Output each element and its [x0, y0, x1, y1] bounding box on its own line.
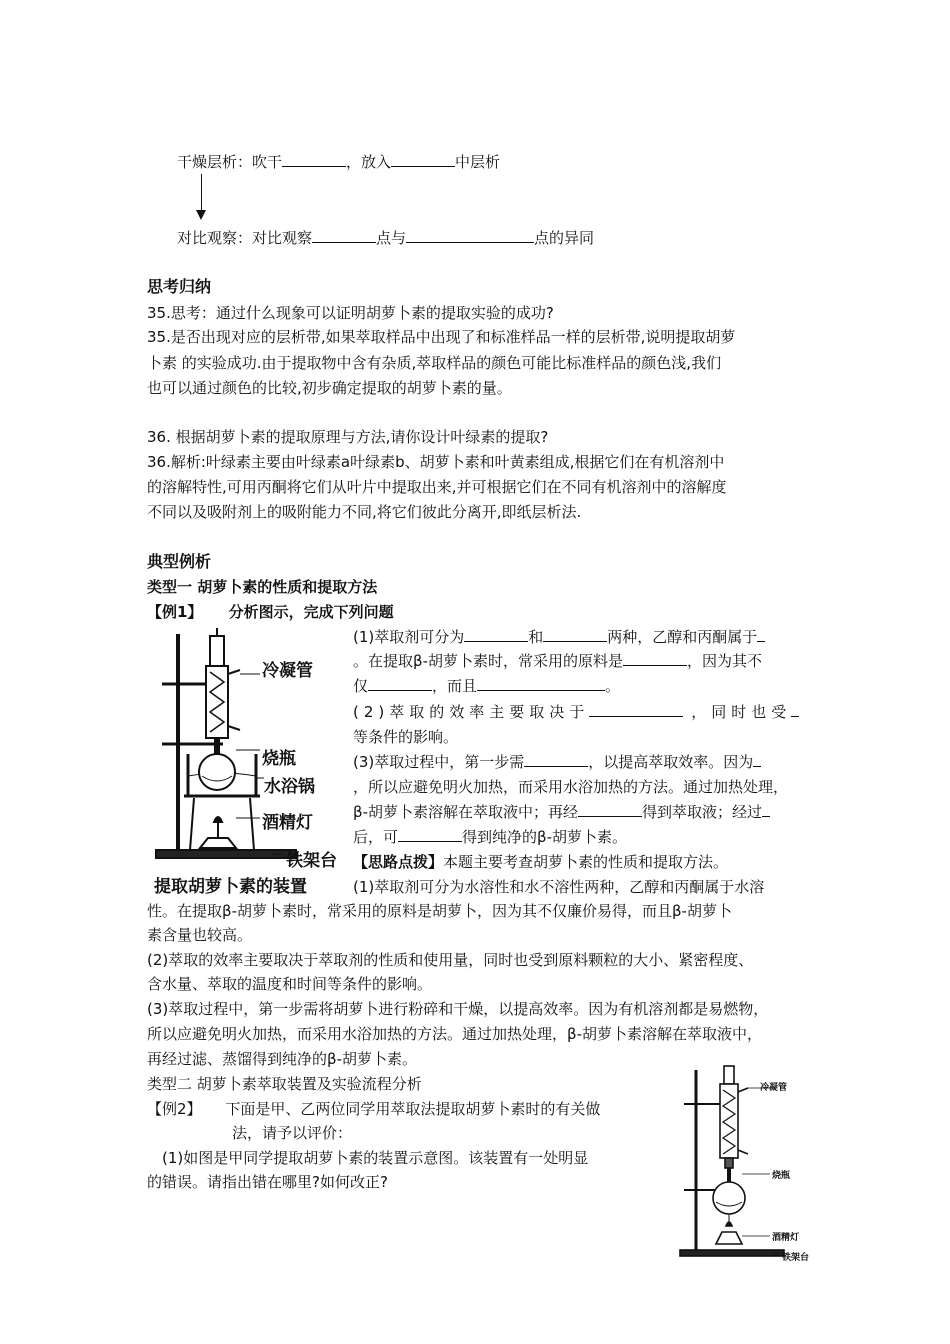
- q35: 35.思考：通过什么现象可以证明胡萝卜素的提取实验的成功?: [147, 304, 554, 322]
- figure1-label-condenser: 冷凝管: [262, 661, 313, 681]
- blank: [524, 752, 588, 767]
- blank: [477, 676, 605, 691]
- blank: [543, 627, 607, 642]
- figure1-label-stand: 铁架台: [286, 851, 337, 871]
- blank: [464, 627, 528, 642]
- blank: [398, 827, 462, 842]
- flow-step-1-b: ，放入: [346, 153, 392, 171]
- ex1-q3-line-1: (3)萃取过程中，第一步需 ，以提高萃取效率。因为: [353, 752, 761, 772]
- a36-line-1: 36.解析:叶绿素主要由叶绿素a叶绿素b、胡萝卜素和叶黄素组成,根据它们在有机溶剂中: [147, 453, 725, 471]
- flow-step-1-a: 干燥层析：吹干: [177, 153, 283, 171]
- flow-step-2-a: 对比观察：对比观察: [177, 229, 313, 247]
- blank: [757, 627, 765, 642]
- ex1-q2-line-1: (2)萃取的效率主要取决于 ，同时也受: [353, 702, 799, 722]
- figure1-label-flask: 烧瓶: [262, 749, 296, 769]
- example2-q1-line-2: 的错误。请指出错在哪里?如何改正?: [147, 1173, 388, 1191]
- figure2-label-condenser: 冷凝管: [760, 1083, 788, 1093]
- blank: [406, 228, 534, 243]
- section-title-think: 思考归纳: [147, 277, 212, 296]
- type2-heading: 类型二 胡萝卜素萃取装置及实验流程分析: [147, 1075, 422, 1093]
- answer2-line-1: (2)萃取的效率主要取决于萃取剂的性质和使用量，同时也受到原料颗粒的大小、紧密程度、: [147, 951, 754, 969]
- a36-line-3: 不同以及吸附剂上的吸附能力不同,将它们彼此分离开,即纸层析法.: [147, 503, 582, 521]
- answer1-line-1: (1)萃取剂可分为水溶性和水不溶性两种，乙醇和丙酮属于水溶: [353, 878, 765, 896]
- hint-tag: 【思路点拨】: [353, 853, 444, 871]
- a35-line-2: 卜素 的实验成功.由于提取物中含有杂质,萃取样品的颜色可能比标准样品的颜色浅,我们: [147, 354, 722, 372]
- figure2-label-stand: 铁架台: [782, 1253, 810, 1263]
- example1-tag: 【例1】: [147, 603, 203, 621]
- hint-line: [353, 852, 728, 872]
- answer1-line-3: 素含量也较高。: [147, 926, 253, 944]
- blank: [791, 702, 799, 717]
- figure1-caption: 提取胡萝卜素的装置: [154, 877, 307, 897]
- flow-step-2: [177, 228, 594, 248]
- flow-step-1: [177, 152, 500, 172]
- example2-title-2: 法，请予以评价：: [232, 1124, 353, 1142]
- apparatus-drawing-2: [676, 1064, 826, 1266]
- blank: [312, 228, 376, 243]
- blank: [578, 802, 642, 817]
- ex1-q3-line-4: 后，可 得到纯净的β-胡萝卜素。: [353, 828, 628, 846]
- flow-arrow-down-icon: [196, 210, 206, 220]
- a35-line-3: 也可以通过颜色的比较,初步确定提取的胡萝卜素的量。: [147, 379, 512, 397]
- flow-arrow-shaft: [201, 174, 202, 212]
- example1-title: 分析图示，完成下列问题: [228, 603, 394, 621]
- ex1-q1-line-2: 。在提取β-胡萝卜素时，常采用的原料是 ，因为其不: [353, 652, 763, 670]
- flow-step-2-c: 点的异同: [534, 229, 595, 247]
- ex1-q1-line-3: 仅 ，而且 。: [353, 677, 621, 695]
- a35-line-1: 35.是否出现对应的层析带,如果萃取样品中出现了和标准样品一样的层析带,说明提取胡萝: [147, 328, 736, 346]
- blank: [753, 752, 761, 767]
- figure2-label-flask: 烧瓶: [772, 1171, 791, 1181]
- figure-extraction-apparatus-2: [676, 1064, 826, 1266]
- blank: [282, 152, 346, 167]
- flow-step-2-b: 点与: [376, 229, 407, 247]
- hint-text: 本题主要考查胡萝卜素的性质和提取方法。: [443, 853, 729, 871]
- blank: [762, 802, 770, 817]
- blank: [623, 651, 687, 666]
- example2-title-1: 下面是甲、乙两位同学用萃取法提取胡萝卜素时的有关做: [225, 1100, 601, 1118]
- answer3-line-1: (3)萃取过程中，第一步需将胡萝卜进行粉碎和干燥，以提高效率。因为有机溶剂都是易燃物，: [147, 1000, 769, 1018]
- ex1-q3-line-2: ，所以应避免明火加热，而采用水浴加热的方法。通过加热处理，: [353, 778, 789, 796]
- ex1-q3-line-3: β-胡萝卜素溶解在萃取液中；再经 得到萃取液；经过: [353, 802, 770, 822]
- example2-heading: [147, 1099, 600, 1119]
- figure1-label-lamp: 酒精灯: [262, 813, 313, 833]
- section-title-examples: 典型例析: [147, 552, 212, 571]
- blank: [391, 152, 455, 167]
- flow-step-1-c: 中层析: [455, 153, 501, 171]
- figure1-label-water-bath: 水浴锅: [264, 777, 315, 797]
- answer1-line-2: 性。在提取β-胡萝卜素时，常采用的原料是胡萝卜，因为其不仅廉价易得，而且β-胡萝卜: [147, 902, 732, 920]
- figure-extraction-apparatus: [148, 626, 348, 897]
- figure2-label-lamp: 酒精灯: [772, 1233, 800, 1243]
- example1-heading: [147, 602, 394, 622]
- example2-tag: 【例2】: [147, 1100, 202, 1118]
- blank: [368, 676, 432, 691]
- answer2-line-2: 含水量、萃取的温度和时间等条件的影响。: [147, 975, 433, 993]
- ex1-q1-line-1: (1)萃取剂可分为 和 两种，乙醇和丙酮属于: [353, 627, 765, 647]
- q36: 36. 根据胡萝卜素的提取原理与方法,请你设计叶绿素的提取?: [147, 428, 549, 446]
- type1-heading: 类型一 胡萝卜素的性质和提取方法: [147, 578, 378, 596]
- ex1-q2-line-2: 等条件的影响。: [353, 728, 459, 746]
- a36-line-2: 的溶解特性,可用丙酮将它们从叶片中提取出来,并可根据它们在不同有机溶剂中的溶解度: [147, 478, 727, 496]
- answer3-line-2: 所以应避免明火加热，而采用水浴加热的方法。通过加热处理，β-胡萝卜素溶解在萃取液中，: [147, 1025, 762, 1043]
- blank: [589, 702, 683, 717]
- example2-q1-line-1: (1)如图是甲同学提取胡萝卜素的装置示意图。该装置有一处明显: [162, 1149, 589, 1167]
- answer3-line-3: 再经过滤、蒸馏得到纯净的β-胡萝卜素。: [147, 1050, 417, 1068]
